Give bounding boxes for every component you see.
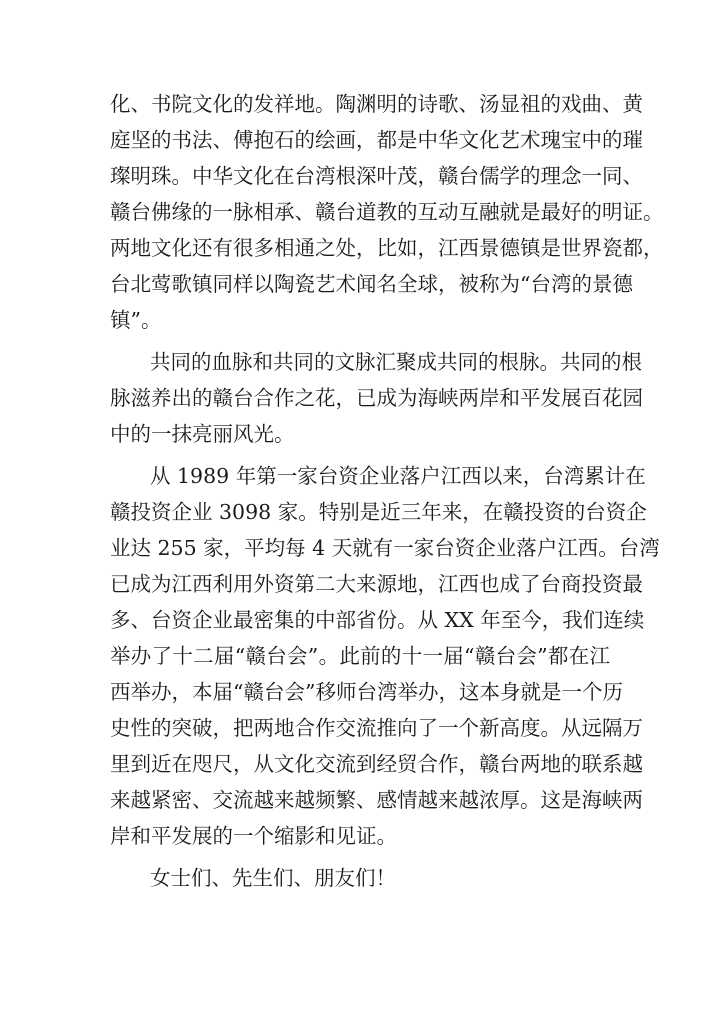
text-line: 岸和平发展的一个缩影和见证。 (110, 824, 397, 848)
text-line: 共同的血脉和共同的文脉汇聚成共同的根脉。共同的根 (150, 350, 642, 374)
text-line: 两地文化还有很多相通之处，比如，江西景德镇是世界瓷都， (110, 236, 664, 260)
text-line: 璨明珠。中华文化在台湾根深叶茂，赣台儒学的理念一同、 (110, 164, 643, 188)
text-line: 女士们、先生们、朋友们！ (150, 866, 396, 890)
text-line: 已成为江西利用外资第二大来源地，江西也成了台商投资最 (110, 572, 643, 596)
text-line: 庭坚的书法、傅抱石的绘画，都是中华文化艺术瑰宝中的璀 (110, 128, 643, 152)
text-line: 从 1989 年第一家台资企业落户江西以来，台湾累计在 (150, 464, 646, 488)
text-line: 里到近在咫尺，从文化交流到经贸合作，赣台两地的联系越 (110, 752, 643, 776)
text-line: 台北莺歌镇同样以陶瓷艺术闻名全球，被称为“台湾的景德 (110, 272, 633, 296)
text-line: 赣投资企业 3098 家。特别是近三年来，在赣投资的台资企 (110, 500, 647, 524)
text-line: 西举办，本届“赣台会”移师台湾举办，这本身就是一个历 (110, 680, 623, 704)
text-line: 业达 255 家，平均每 4 天就有一家台资企业落户江西。台湾 (110, 536, 660, 560)
text-line: 举办了十二届“赣台会”。此前的十一届“赣台会”都在江 (110, 644, 610, 668)
text-line: 镇”。 (110, 308, 162, 332)
text-line: 赣台佛缘的一脉相承、赣台道教的互动互融就是最好的明证。 (110, 200, 664, 224)
text-line: 多、台资企业最密集的中部省份。从 XX 年至今，我们连续 (110, 608, 645, 632)
text-line: 中的一抹亮丽风光。 (110, 422, 295, 446)
text-line: 史性的突破，把两地合作交流推向了一个新高度。从远隔万 (110, 716, 643, 740)
text-line: 来越紧密、交流越来越频繁、感情越来越浓厚。这是海峡两 (110, 788, 643, 812)
text-line: 化、书院文化的发祥地。陶渊明的诗歌、汤显祖的戏曲、黄 (110, 92, 643, 116)
text-line: 脉滋养出的赣台合作之花，已成为海峡两岸和平发展百花园 (110, 386, 643, 410)
